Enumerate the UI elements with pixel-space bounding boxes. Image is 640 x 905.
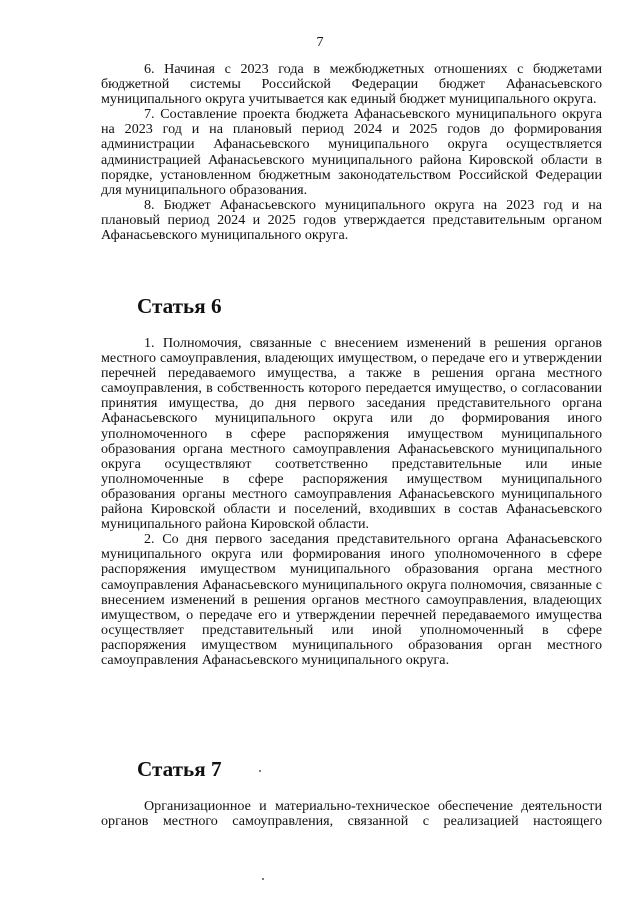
article-6-body [101,336,602,668]
article-6-heading: Статья 6 [137,294,222,318]
article-7-paragraph-1: Организационное и материально-техническое обеспечение деятельности органов местного самоуправления, связанной с реализацией настоящего [101,798,602,830]
article-6-paragraph-2: 2. Со дня первого заседания представительного органа Афанасьевского муниципального округа или формирования иного уполномоченного в сфере распоряжения имуществом муниципального образования органа местного самоуправления Афанасьевского муниципального округа полномочия, связанные с внесением изменений в решения органов местного самоуправления, владеющих имуществом, о передаче его и утверждении перечней передаваемого имущества осуществляет представительный или иной уполномоченный в сфере распоряжения имуществом муниципального образования орган местного самоуправления Афанасьевского муниципального округа. [101,531,602,668]
scan-speck [262,878,264,880]
paragraph-6: 6. Начиная с 2023 года в межбюджетных отношениях с бюджетами бюджетной системы Российской Федерации бюджет Афанасьевского муниципального округа учитывается как единый бюджет муниципального округа. [101,61,602,108]
scan-speck [259,770,261,772]
paragraph-8: 8. Бюджет Афанасьевского муниципального округа на 2023 год и на плановый период 2024 и 2025 годов утверждается представительным органом Афанасьевского муниципального округа. [101,196,602,244]
section-intro [101,62,602,243]
article-6-paragraph-1: 1. Полномочия, связанные с внесением изменений в решения органов местного самоуправления, владеющих имуществом, о передаче его и утверждении перечней передаваемого имущества, а также в решения органа местного самоуправления, в собственность которого передается имущество, о согласовании принятия имущества, до дня первого заседания представительного органа Афанасьевского муниципального округа или до формирования иного уполномоченного в сфере распоряжения имуществом муниципального образования органа местного самоуправления Афанасьевского муниципального округа осуществляют соответственно представительные или иные уполномоченные в сфере распоряжения имуществом муниципального образования органы местного самоуправления Афанасьевского муниципального района Кировской области и поселений, входивших в состав Афанасьевского муниципального района Кировской области. [101,335,602,533]
article-7-body [101,799,602,829]
paragraph-7: 7. Составление проекта бюджета Афанасьевского муниципального округа на 2023 год и на плановый период 2024 и 2025 годов до формирования администрации Афанасьевского муниципального округа осуществляется администрацией Афанасьевского муниципального района Кировской области в порядке, установленном бюджетным законодательством Российской Федерации для муниципального образования. [101,106,602,198]
article-7-heading: Статья 7 [137,757,222,781]
page-number: 7 [316,34,324,50]
